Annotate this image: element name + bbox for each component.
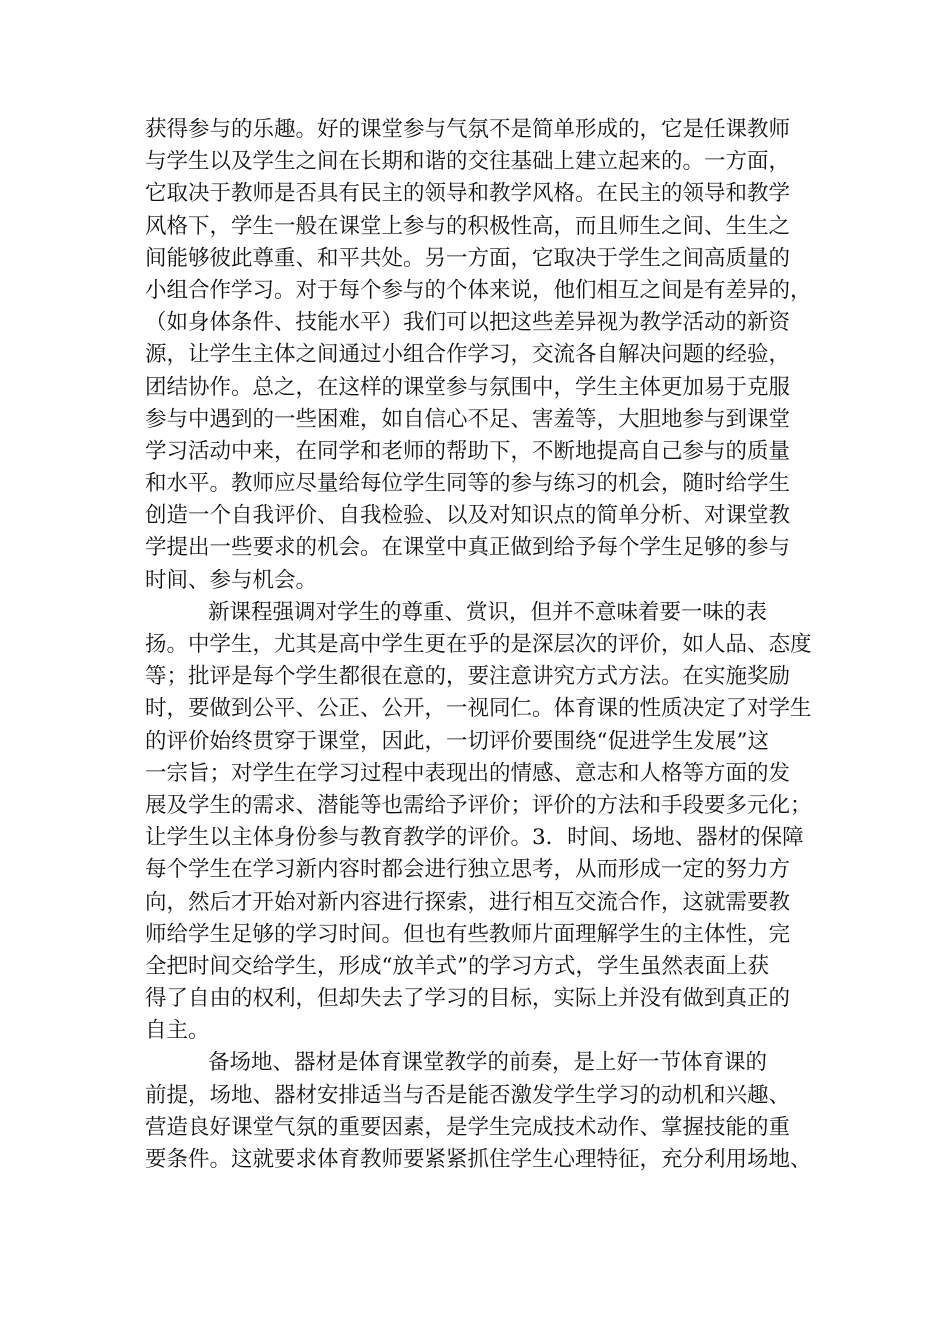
- text-line: 源，让学生主体之间通过小组合作学习，交流各自解决问题的经验，: [145, 342, 791, 368]
- text-line: 学提出一些要求的机会。在课堂中真正做到给予每个学生足够的参与: [145, 535, 791, 561]
- text-line: 团结协作。总之，在这样的课堂参与氛围中，学生主体更加易于克服: [145, 374, 791, 400]
- paragraph-start-line: 备场地、器材是体育课堂教学的前奏，是上好一节体育课的: [208, 1050, 768, 1076]
- text-line: 自主。: [145, 1018, 210, 1044]
- text-line: 创造一个自我评价、自我检验、以及对知识点的简单分析、对课堂教: [145, 503, 791, 529]
- text-line: 时，要做到公平、公正、公开，一视同仁。体育课的性质决定了对学生: [145, 696, 812, 722]
- text-line: 展及学生的需求、潜能等也需给予评价；评价的方法和手段要多元化；: [145, 792, 812, 818]
- text-line: 扬。中学生，尤其是高中学生更在乎的是深层次的评价，如人品、态度: [145, 632, 812, 657]
- text-line: 一宗旨；对学生在学习过程中表现出的情感、意志和人格等方面的发: [145, 760, 791, 786]
- paragraph-start-line: 新课程强调对学生的尊重、赏识，但并不意味着要一味的表: [208, 599, 768, 625]
- text-line: 得了自由的权利，但却失去了学习的目标，实际上并没有做到真正的: [145, 986, 791, 1012]
- text-line: 间能够彼此尊重、和平共处。另一方面，它取决于学生之间高质量的: [145, 245, 791, 271]
- text-line: 的评价始终贯穿于课堂，因此，一切评价要围绕“促进学生发展”这: [145, 728, 769, 754]
- text-line: 参与中遇到的一些困难，如自信心不足、害羞等，大胆地参与到课堂: [145, 406, 791, 432]
- text-line: 要条件。这就要求体育教师要紧紧抓住学生心理特征，充分利用场地、: [145, 1147, 812, 1172]
- body-text: [145, 114, 825, 1176]
- text-line: 和水平。教师应尽量给每位学生同等的参与练习的机会，随时给学生: [145, 471, 791, 497]
- text-line: 获得参与的乐趣。好的课堂参与气氛不是简单形成的，它是任课教师: [145, 117, 791, 142]
- text-line: （如身体条件、技能水平）我们可以把这些差异视为教学活动的新资: [145, 310, 791, 336]
- text-line: 前提，场地、器材安排适当与否是能否激发学生学习的动机和兴趣、: [145, 1082, 791, 1108]
- text-line: 让学生以主体身份参与教育教学的评价。3．时间、场地、器材的保障: [145, 825, 804, 851]
- text-line: 等；批评是每个学生都很在意的，要注意讲究方式方法。在实施奖励: [145, 664, 791, 690]
- text-line: 学习活动中来，在同学和老师的帮助下，不断地提高自己参与的质量: [145, 438, 791, 464]
- text-line: 风格下，学生一般在课堂上参与的积极性高，而且师生之间、生生之: [145, 213, 791, 239]
- text-line: 时间、参与机会。: [145, 567, 318, 593]
- text-line: 小组合作学习。对于每个参与的个体来说，他们相互之间是有差异的，: [145, 277, 812, 303]
- text-line: 全把时间交给学生，形成“放羊式”的学习方式，学生虽然表面上获: [145, 953, 769, 979]
- text-line: 每个学生在学习新内容时都会进行独立思考，从而形成一定的努力方: [145, 857, 791, 883]
- text-line: 与学生以及学生之间在长期和谐的交往基础上建立起来的。一方面，: [145, 149, 791, 175]
- text-line: 向，然后才开始对新内容进行探索，进行相互交流合作，这就需要教: [145, 889, 791, 915]
- text-line: 它取决于教师是否具有民主的领导和教学风格。在民主的领导和教学: [145, 181, 791, 207]
- text-line: 师给学生足够的学习时间。但也有些教师片面理解学生的主体性，完: [145, 921, 791, 947]
- text-line: 营造良好课堂气氛的重要因素，是学生完成技术动作、掌握技能的重: [145, 1114, 791, 1140]
